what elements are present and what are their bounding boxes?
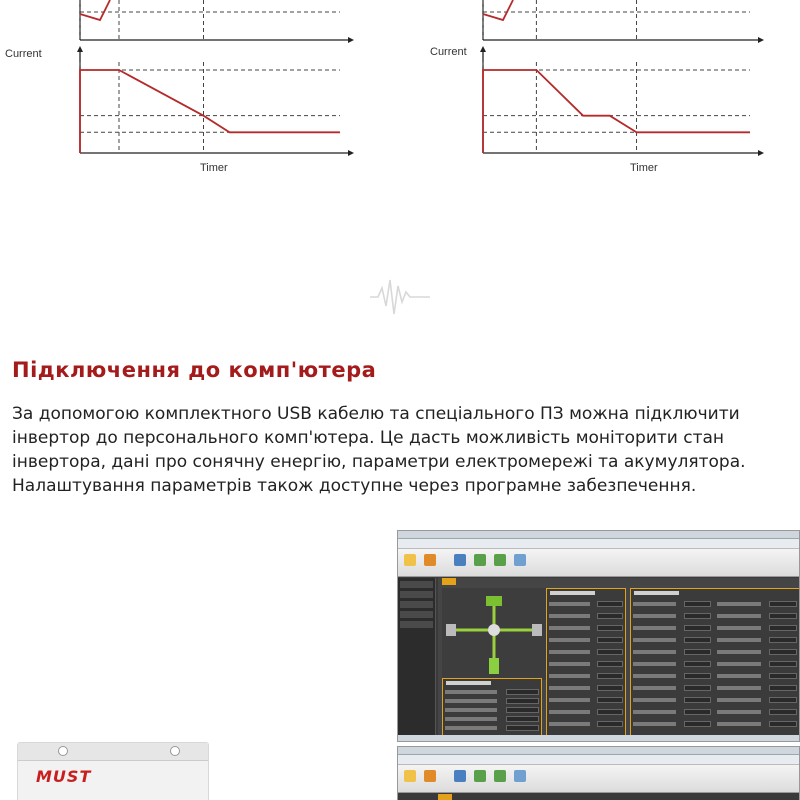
app-menubar xyxy=(398,539,799,549)
panel-row xyxy=(445,689,539,695)
data-panel xyxy=(546,588,626,738)
app-main xyxy=(438,578,799,741)
app-sidebar xyxy=(398,578,436,741)
panel-row xyxy=(549,709,623,715)
app-toolbar xyxy=(398,765,799,793)
panel-row xyxy=(549,601,623,607)
panel-title xyxy=(446,681,491,685)
energy-flow-icon xyxy=(442,588,546,680)
device-hole xyxy=(58,746,68,756)
panel-row xyxy=(633,649,711,655)
section-line: Налаштування параметрів також доступне через програмне забезпечення. xyxy=(12,476,697,496)
toolbar-icon xyxy=(494,554,506,566)
chart-right-ylabel: Current xyxy=(430,46,467,58)
software-screenshot xyxy=(397,530,800,742)
chart-right-xlabel: Timer xyxy=(630,162,658,174)
panel-row xyxy=(549,721,623,727)
sidebar-row xyxy=(400,591,433,598)
toolbar-icon xyxy=(424,770,436,782)
section-line: інвертор до персонального комп'ютера. Це дасть можливість моніторити стан xyxy=(12,428,725,448)
panel-row xyxy=(633,637,711,643)
panel-row xyxy=(549,697,623,703)
toolbar-icon xyxy=(404,770,416,782)
panel-row xyxy=(549,625,623,631)
panel-row xyxy=(633,661,711,667)
chart-left-xlabel: Timer xyxy=(200,162,228,174)
sidebar-row xyxy=(400,601,433,608)
upper-curve xyxy=(483,0,513,20)
panel-row xyxy=(549,613,623,619)
y-axis-arrow xyxy=(480,46,486,52)
sidebar-row xyxy=(400,621,433,628)
panel-row xyxy=(633,709,711,715)
toolbar-icon xyxy=(424,554,436,566)
panel-row xyxy=(633,613,711,619)
upper-x-arrow xyxy=(758,37,764,43)
energy-flow-diagram xyxy=(442,588,546,680)
app-toolbar xyxy=(398,549,799,577)
software-screenshot-2 xyxy=(397,746,800,800)
panel-row xyxy=(549,661,623,667)
data-panel xyxy=(442,678,542,736)
panel-row xyxy=(445,707,539,713)
inverter-device xyxy=(17,742,209,800)
device-top xyxy=(18,743,208,761)
y-axis-arrow xyxy=(77,46,83,52)
app-titlebar xyxy=(398,747,799,755)
toolbar-icon xyxy=(514,770,526,782)
panel-row xyxy=(633,685,711,691)
toolbar-icon xyxy=(404,554,416,566)
section-line: За допомогою комплектного USB кабелю та спеціального ПЗ можна підключити xyxy=(12,404,740,424)
panel-row xyxy=(549,649,623,655)
panel-row xyxy=(717,709,797,715)
panel-row xyxy=(445,716,539,722)
x-axis-arrow xyxy=(758,150,764,156)
toolbar-icon xyxy=(474,770,486,782)
section-title: Підключення до комп'ютера xyxy=(12,358,377,382)
panel-row xyxy=(633,625,711,631)
panel-row xyxy=(549,637,623,643)
panel-title xyxy=(550,591,595,595)
panel-row xyxy=(633,721,711,727)
app-menubar xyxy=(398,755,799,765)
panel-row xyxy=(717,685,797,691)
panel-row xyxy=(717,637,797,643)
app-titlebar xyxy=(398,531,799,539)
chart-left xyxy=(0,0,380,185)
panel-row xyxy=(717,649,797,655)
chart-left-svg xyxy=(0,0,380,185)
toolbar-icon xyxy=(454,770,466,782)
toolbar-icon xyxy=(494,770,506,782)
toolbar-icon xyxy=(454,554,466,566)
upper-x-arrow xyxy=(348,37,354,43)
section-text xyxy=(12,402,797,498)
toolbar-icon xyxy=(514,554,526,566)
panel-row xyxy=(717,601,797,607)
device-hole xyxy=(170,746,180,756)
panel-row xyxy=(717,721,797,727)
panel-row xyxy=(445,698,539,704)
panel-title xyxy=(634,591,679,595)
panel-row xyxy=(717,625,797,631)
chart-right xyxy=(405,0,800,185)
toolbar-icon xyxy=(474,554,486,566)
panel-row xyxy=(633,601,711,607)
sidebar-row xyxy=(400,611,433,618)
panel-row xyxy=(717,661,797,667)
device-logo: MUST xyxy=(36,767,92,786)
sidebar-row xyxy=(400,581,433,588)
app-tab xyxy=(438,794,452,800)
panel-row xyxy=(717,673,797,679)
pulse-divider xyxy=(70,270,730,320)
panel-row xyxy=(549,673,623,679)
x-axis-arrow xyxy=(348,150,354,156)
section-line: інвертора, дані про сонячну енергію, параметри електромережі та акумулятора. xyxy=(12,452,746,472)
current-curve xyxy=(483,70,750,153)
upper-curve xyxy=(80,0,110,20)
panel-row xyxy=(633,697,711,703)
panel-row xyxy=(633,673,711,679)
data-panel xyxy=(630,588,800,738)
chart-left-ylabel: Current xyxy=(5,48,42,60)
panel-row xyxy=(717,613,797,619)
panel-row xyxy=(549,685,623,691)
app-statusbar xyxy=(398,735,799,741)
chart-right-svg xyxy=(405,0,800,185)
panel-row xyxy=(717,697,797,703)
panel-row xyxy=(445,725,539,731)
app-tab xyxy=(442,578,456,585)
